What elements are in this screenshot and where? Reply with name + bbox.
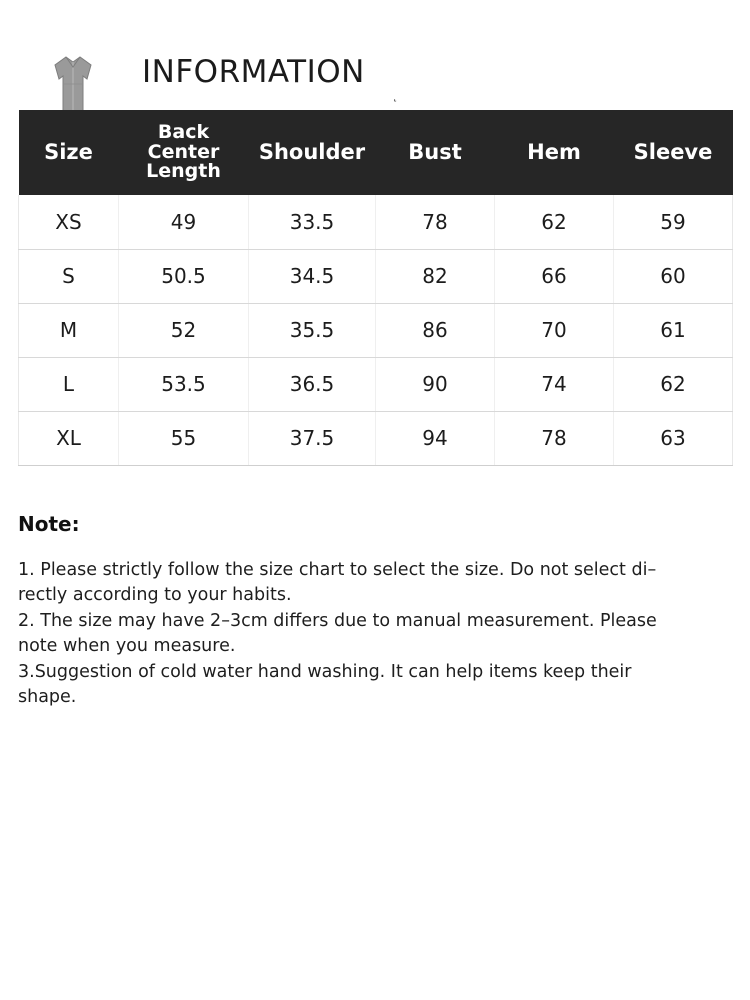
table-row: [19, 303, 733, 357]
column-header-shoulder-label: Shoulder: [258, 140, 366, 165]
cell-size: XL: [19, 411, 119, 465]
page-header: [0, 28, 750, 106]
column-header-bust: [376, 110, 495, 195]
cell-sleeve: 60: [614, 249, 733, 303]
cell-shoulder: 37.5: [249, 411, 376, 465]
cell-size: L: [19, 357, 119, 411]
cell-hem: 66: [495, 249, 614, 303]
size-table: [18, 110, 733, 466]
note-line: shape.: [18, 686, 77, 707]
cell-bust: 94: [376, 411, 495, 465]
column-header-sleeve: [614, 110, 733, 195]
cell-back-center-length: 49: [119, 195, 249, 249]
cell-shoulder: 34.5: [249, 249, 376, 303]
notes-title: Note:: [18, 512, 80, 536]
size-table-header: [19, 110, 733, 195]
column-header-hem-label: Hem: [527, 140, 581, 165]
note-line: 3.Suggestion of cold water hand washing. It can help items keep their: [18, 661, 632, 682]
cell-sleeve: 61: [614, 303, 733, 357]
cell-size: S: [19, 249, 119, 303]
table-row: [19, 195, 733, 249]
cell-bust: 86: [376, 303, 495, 357]
column-header-size: [19, 110, 119, 195]
page-title: INFORMATION: [142, 54, 365, 90]
cell-sleeve: 63: [614, 411, 733, 465]
cell-bust: 78: [376, 195, 495, 249]
table-row: [19, 411, 733, 465]
cell-back-center-length: 52: [119, 303, 249, 357]
note-line: note when you measure.: [18, 636, 236, 657]
size-table-container: [18, 110, 732, 466]
column-header-back-center-length-line2: Length: [146, 160, 221, 183]
note-line: rectly according to your habits.: [18, 585, 292, 606]
column-header-size-label: Size: [44, 140, 93, 165]
cell-shoulder: 33.5: [249, 195, 376, 249]
column-header-sleeve-label: Sleeve: [633, 140, 713, 165]
cell-bust: 82: [376, 249, 495, 303]
cell-hem: 74: [495, 357, 614, 411]
note-line: 1. Please strictly follow the size chart to select the size. Do not select di–: [18, 560, 657, 580]
cell-shoulder: 35.5: [249, 303, 376, 357]
column-header-back-center-length: [119, 110, 249, 195]
cell-size: XS: [19, 195, 119, 249]
column-header-hem: [495, 110, 614, 195]
cell-shoulder: 36.5: [249, 357, 376, 411]
size-table-body: [19, 195, 733, 465]
cell-back-center-length: 55: [119, 411, 249, 465]
cell-hem: 78: [495, 411, 614, 465]
cell-hem: 70: [495, 303, 614, 357]
cell-sleeve: 59: [614, 195, 733, 249]
cell-bust: 90: [376, 357, 495, 411]
sweater-icon: [52, 54, 94, 116]
cell-size: M: [19, 303, 119, 357]
title-tick-mark: ˛: [392, 88, 398, 102]
column-header-bust-label: Bust: [408, 140, 462, 165]
table-row: [19, 249, 733, 303]
cell-sleeve: 62: [614, 357, 733, 411]
table-row: [19, 357, 733, 411]
cell-back-center-length: 50.5: [119, 249, 249, 303]
cell-back-center-length: 53.5: [119, 357, 249, 411]
note-line: 2. The size may have 2–3cm differs due to manual measurement. Please: [18, 610, 657, 631]
notes-section: [18, 512, 718, 710]
column-header-shoulder: [249, 110, 376, 195]
table-header-row: [19, 110, 733, 195]
column-header-back-center-length-line1: Back Center: [147, 120, 220, 163]
cell-hem: 62: [495, 195, 614, 249]
